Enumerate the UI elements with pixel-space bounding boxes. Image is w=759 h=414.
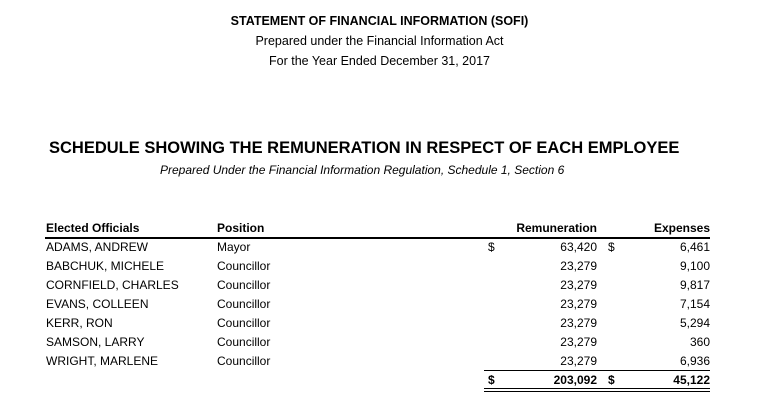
- total-remuneration: 203,092: [553, 373, 597, 387]
- row-position: Councillor: [217, 335, 271, 349]
- row-position: Councillor: [217, 354, 271, 368]
- row-position: Councillor: [217, 297, 271, 311]
- row-name: SAMSON, LARRY: [46, 335, 145, 349]
- column-header-remuneration: Remuneration: [516, 221, 597, 235]
- currency-symbol: $: [608, 240, 615, 254]
- table-row: [0, 335, 759, 354]
- schedule-subtitle: Prepared Under the Financial Information Regulation, Schedule 1, Section 6: [160, 163, 565, 177]
- row-expenses: 9,100: [679, 259, 710, 273]
- row-name: BABCHUK, MICHELE: [46, 259, 165, 273]
- row-name: CORNFIELD, CHARLES: [46, 278, 179, 292]
- column-header-position: Position: [217, 221, 265, 235]
- row-remuneration: 23,279: [560, 335, 597, 349]
- table-row: [0, 316, 759, 335]
- currency-symbol: $: [488, 240, 495, 254]
- row-expenses: 6,936: [679, 354, 710, 368]
- document-title: STATEMENT OF FINANCIAL INFORMATION (SOFI): [230, 14, 529, 28]
- row-position: Councillor: [217, 278, 271, 292]
- row-expenses: 9,817: [679, 278, 710, 292]
- table-row: [0, 297, 759, 316]
- column-header-expenses: Expenses: [653, 221, 710, 235]
- document-period: For the Year Ended December 31, 2017: [269, 54, 490, 68]
- row-remuneration: 23,279: [560, 316, 597, 330]
- row-remuneration: 63,420: [560, 240, 597, 254]
- row-name: EVANS, COLLEEN: [46, 297, 149, 311]
- table-row: [0, 259, 759, 278]
- row-name: WRIGHT, MARLENE: [46, 354, 159, 368]
- row-expenses: 6,461: [679, 240, 710, 254]
- row-remuneration: 23,279: [560, 259, 597, 273]
- row-expenses: 7,154: [679, 297, 710, 311]
- row-expenses: 360: [689, 335, 710, 349]
- totals-row: [0, 373, 759, 392]
- double-underline-1: [484, 388, 710, 389]
- row-remuneration: 23,279: [560, 278, 597, 292]
- row-position: Mayor: [217, 240, 251, 254]
- row-name: KERR, RON: [46, 316, 113, 330]
- total-expenses: 45,122: [673, 373, 710, 387]
- table-row: [0, 278, 759, 297]
- column-header-name: Elected Officials: [46, 221, 140, 235]
- row-expenses: 5,294: [679, 316, 710, 330]
- double-underline-2: [484, 391, 710, 392]
- row-position: Councillor: [217, 259, 271, 273]
- row-name: ADAMS, ANDREW: [46, 240, 149, 254]
- currency-symbol: $: [608, 373, 615, 387]
- document-act: Prepared under the Financial Information Act: [255, 34, 504, 48]
- currency-symbol: $: [488, 373, 495, 387]
- row-remuneration: 23,279: [560, 297, 597, 311]
- row-remuneration: 23,279: [560, 354, 597, 368]
- table-row: [0, 240, 759, 259]
- row-position: Councillor: [217, 316, 271, 330]
- header-divider: [45, 237, 710, 239]
- schedule-title: SCHEDULE SHOWING THE REMUNERATION IN RESPECT OF EACH EMPLOYEE: [49, 139, 680, 157]
- totals-divider: [484, 370, 710, 371]
